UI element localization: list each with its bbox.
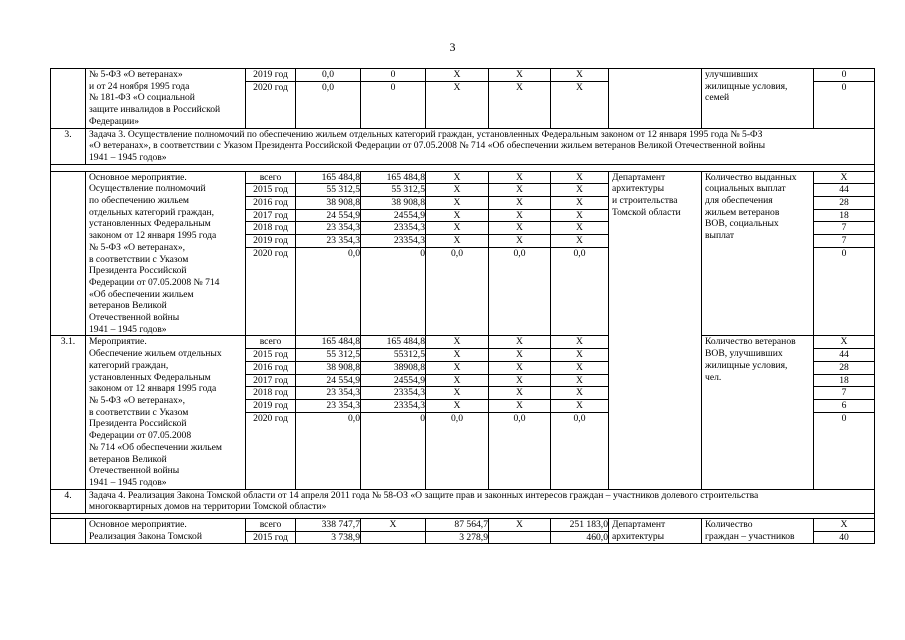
value-line: 2015 год — [246, 349, 295, 362]
value-line: X — [551, 69, 608, 82]
value-line: 3 738,9 — [331, 531, 360, 543]
value-line: X — [426, 172, 488, 185]
executor-cell — [609, 69, 702, 129]
value-line: X — [814, 519, 874, 532]
value-line: 0 — [420, 247, 425, 259]
value-line: X — [426, 210, 488, 223]
value-line: 0,0 — [513, 412, 526, 424]
value-line: 2015 год — [246, 184, 295, 197]
value-line: 23 354,3 — [296, 222, 360, 235]
value-line: X — [489, 375, 550, 388]
task-title: Задача 3. Осуществление полномочий по обеспечению жильем отдельных категорий граждан, установленных Федеральным законом от 12 января 1995 года № 5-ФЗ «О ветеранах», в соответствии с Указом Президента Российской Федерации от 07.05.2008 № 714 «Об обеспечении жильем ветеранов Великой Отечественной войны 1941 – 1945 годов» — [86, 128, 875, 164]
funding-local-cell — [489, 336, 551, 489]
value-line: X — [551, 172, 608, 185]
value-line: всего — [246, 172, 295, 185]
indicator-name: Количество выданных социальных выплат для обеспечения жильем ветеранов ВОВ, социальных выплат — [702, 171, 814, 336]
value-line: X — [489, 197, 550, 210]
value-line: X — [489, 222, 550, 235]
value-line: 38 908,8 — [361, 197, 425, 210]
funding-regional-cell — [426, 69, 489, 129]
value-line: 2016 год — [246, 362, 295, 375]
measure-name: Основное мероприятие. Осуществление полномочий по обеспечению жильем отдельных категорий граждан, установленных Федеральным законом от 12 января 1995 года № 5-ФЗ «О ветеранах», в соответствии с Указом Президента Российской Федерации от 07.05.2008 № 714 «Об обеспечении жильем ветеранов Великой Отечественной войны 1941 – 1945 годов» — [86, 171, 246, 336]
task-title: Задача 4. Реализация Закона Томской области от 14 апреля 2011 года № 58-ОЗ «О защите прав и законных интересов граждан – участников долевого строительства многоквартирных домов на территории Томской области» — [86, 489, 875, 513]
value-line: 55 312,5 — [296, 349, 360, 362]
value-line: 28 — [814, 362, 874, 375]
funding-regional-cell — [426, 336, 489, 489]
value-line: X — [489, 184, 550, 197]
value-line: X — [489, 210, 550, 223]
value-line: 23354,3 — [361, 387, 425, 400]
num-cell — [51, 519, 86, 544]
value-line: X — [551, 184, 608, 197]
funding-total-cell — [296, 69, 361, 129]
funding-regional-cell — [426, 171, 489, 336]
value-line: X — [551, 210, 608, 223]
funding-federal-cell — [361, 519, 426, 544]
indicator-name: улучшивших жилищные условия, семей — [702, 69, 814, 129]
table-row-measure-3-1 — [51, 336, 875, 489]
value-line: 23 354,3 — [296, 387, 360, 400]
value-line: 23354,3 — [361, 235, 425, 248]
value-line: 460,0 — [586, 531, 608, 543]
spacer-row — [51, 164, 875, 171]
table-row-task-4 — [51, 489, 875, 513]
value-line: X — [551, 235, 608, 248]
value-line: 165 484,8 — [296, 172, 360, 185]
task-number: 4. — [51, 489, 86, 513]
value-line: 24 554,9 — [296, 375, 360, 388]
value-line: 0 — [814, 69, 874, 82]
value-line: 165 484,8 — [361, 172, 425, 185]
value-line: 24 554,9 — [296, 210, 360, 223]
value-line: 6 — [814, 400, 874, 413]
measure-name: Основное мероприятие. Реализация Закона Томской — [86, 519, 246, 544]
value-line: 0 — [841, 247, 847, 259]
value-line: 0,0 — [513, 247, 526, 259]
funding-total-cell — [296, 171, 361, 336]
value-line: 0 — [420, 412, 425, 424]
value-line: X — [426, 184, 488, 197]
value-line: X — [551, 387, 608, 400]
value-line: 2015 год — [253, 531, 288, 543]
indicator-name: Количество ветеранов ВОВ, улучшивших жилищные условия, чел. — [702, 336, 814, 489]
value-line: X — [814, 336, 874, 349]
funding-federal-cell — [361, 69, 426, 129]
value-line: X — [551, 400, 608, 413]
measure-number: 3.1. — [51, 336, 86, 489]
value-line: 23 354,3 — [296, 400, 360, 413]
executor-cell: Департамент архитектуры и строительства Томской области — [609, 171, 702, 489]
value-line: 2017 год — [246, 375, 295, 388]
value-line: X — [453, 81, 461, 93]
value-line: 0,0 — [348, 412, 360, 424]
funding-federal-cell — [361, 336, 426, 489]
value-line: 0,0 — [296, 69, 360, 82]
page-number: 3 — [449, 40, 456, 54]
table-row-task-3 — [51, 128, 875, 164]
funding-extra-cell — [551, 519, 609, 544]
value-line: 55312,5 — [361, 349, 425, 362]
value-line: 23354,3 — [361, 222, 425, 235]
value-line: 23 354,3 — [296, 235, 360, 248]
task-number: 3. — [51, 128, 86, 164]
years-cell — [246, 519, 296, 544]
value-line: X — [426, 362, 488, 375]
value-line: X — [489, 336, 550, 349]
funding-regional-cell — [426, 519, 489, 544]
value-line: X — [489, 387, 550, 400]
value-line: 165 484,8 — [296, 336, 360, 349]
value-line: 165 484,8 — [361, 336, 425, 349]
value-line: X — [551, 336, 608, 349]
value-line: 55 312,5 — [296, 184, 360, 197]
years-cell — [246, 171, 296, 336]
value-line: X — [814, 172, 874, 185]
indicator-values-cell — [814, 519, 875, 544]
funding-extra-cell — [551, 171, 609, 336]
value-line: 18 — [814, 210, 874, 223]
measure-name: № 5-ФЗ «О ветеранах» и от 24 ноября 1995 года № 181-ФЗ «О социальной защите инвалидов в Российской Федерации» — [86, 69, 246, 129]
funding-local-cell — [489, 519, 551, 544]
value-line: 0,0 — [573, 412, 586, 424]
value-line — [489, 532, 550, 544]
value-line: X — [551, 375, 608, 388]
indicator-values-cell — [814, 336, 875, 489]
value-line: 44 — [814, 184, 874, 197]
funding-extra-cell — [551, 336, 609, 489]
value-line: 7 — [814, 222, 874, 235]
funding-total-cell — [296, 519, 361, 544]
value-line: 0,0 — [573, 247, 586, 259]
value-line: X — [426, 235, 488, 248]
table-row-main-measure-3 — [51, 171, 875, 336]
program-table — [50, 68, 875, 544]
value-line: 7 — [814, 235, 874, 248]
value-line: 3 278,9 — [459, 531, 488, 543]
value-line: X — [489, 400, 550, 413]
value-line: 0,0 — [451, 412, 463, 424]
value-line: 38 908,8 — [296, 362, 360, 375]
years-cell — [246, 336, 296, 489]
value-line: всего — [246, 519, 295, 532]
value-line: X — [551, 349, 608, 362]
value-line: 87 564,7 — [426, 519, 488, 532]
value-line: X — [516, 81, 523, 93]
value-line: всего — [246, 336, 295, 349]
value-line: 0 — [361, 69, 425, 82]
funding-federal-cell — [361, 171, 426, 336]
value-line: X — [489, 349, 550, 362]
value-line: X — [489, 235, 550, 248]
value-line — [361, 532, 425, 544]
value-line: 23354,3 — [361, 400, 425, 413]
value-line: 2019 год — [246, 69, 295, 82]
value-line: 24554,9 — [361, 210, 425, 223]
value-line: X — [489, 172, 550, 185]
value-line: 2019 год — [246, 235, 295, 248]
value-line: 7 — [814, 387, 874, 400]
num-cell — [51, 69, 86, 129]
value-line: 251 183,0 — [551, 519, 608, 532]
value-line: 44 — [814, 349, 874, 362]
value-line: 55 312,5 — [361, 184, 425, 197]
value-line: X — [426, 387, 488, 400]
value-line: 18 — [814, 375, 874, 388]
table-row-main-measure-4 — [51, 519, 875, 544]
funding-total-cell — [296, 336, 361, 489]
value-line: X — [489, 519, 550, 532]
indicator-values-cell — [814, 171, 875, 336]
value-line: X — [489, 69, 550, 82]
value-line: 0 — [390, 81, 396, 93]
value-line: X — [489, 362, 550, 375]
value-line: 2016 год — [246, 197, 295, 210]
value-line: 0,0 — [322, 81, 334, 93]
value-line: X — [551, 362, 608, 375]
value-line: 2019 год — [246, 400, 295, 413]
value-line: X — [551, 222, 608, 235]
measure-name: Мероприятие. Обеспечение жильем отдельных категорий граждан, установленных Федеральным законом от 12 января 1995 года № 5-ФЗ «О ветеранах», в соответствии с Указом Президента Российской Федерации от 07.05.2008 № 714 «Об обеспечении жильем ветеранов Великой Отечественной войны 1941 – 1945 годов» — [86, 336, 246, 489]
value-line: X — [426, 197, 488, 210]
value-line: X — [551, 197, 608, 210]
value-line: 28 — [814, 197, 874, 210]
value-line: 0 — [841, 81, 847, 93]
value-line: 2017 год — [246, 210, 295, 223]
executor-cell: Департамент архитектуры — [609, 519, 702, 544]
value-line: X — [426, 349, 488, 362]
num-cell — [51, 171, 86, 336]
indicator-values-cell — [814, 69, 875, 129]
indicator-name: Количество граждан – участников — [702, 519, 814, 544]
funding-local-cell — [489, 171, 551, 336]
value-line: 38 908,8 — [296, 197, 360, 210]
value-line: 38908,8 — [361, 362, 425, 375]
value-line: 0 — [841, 412, 847, 424]
funding-local-cell — [489, 69, 551, 129]
value-line: 24554,9 — [361, 375, 425, 388]
value-line: 2020 год — [253, 412, 288, 424]
value-line: X — [426, 222, 488, 235]
value-line: X — [426, 336, 488, 349]
value-line: X — [426, 69, 488, 82]
table-row-continuation — [51, 69, 875, 129]
years-cell — [246, 69, 296, 129]
value-line: 2020 год — [253, 81, 288, 93]
value-line: X — [426, 375, 488, 388]
value-line: 0,0 — [451, 247, 463, 259]
value-line: 2020 год — [253, 247, 288, 259]
funding-extra-cell — [551, 69, 609, 129]
value-line: X — [576, 81, 583, 93]
value-line: 2018 год — [246, 387, 295, 400]
value-line: 2018 год — [246, 222, 295, 235]
value-line: X — [361, 519, 425, 532]
value-line: X — [426, 400, 488, 413]
value-line: 338 747,7 — [296, 519, 360, 532]
value-line: 0,0 — [348, 247, 360, 259]
value-line: 40 — [839, 531, 849, 543]
